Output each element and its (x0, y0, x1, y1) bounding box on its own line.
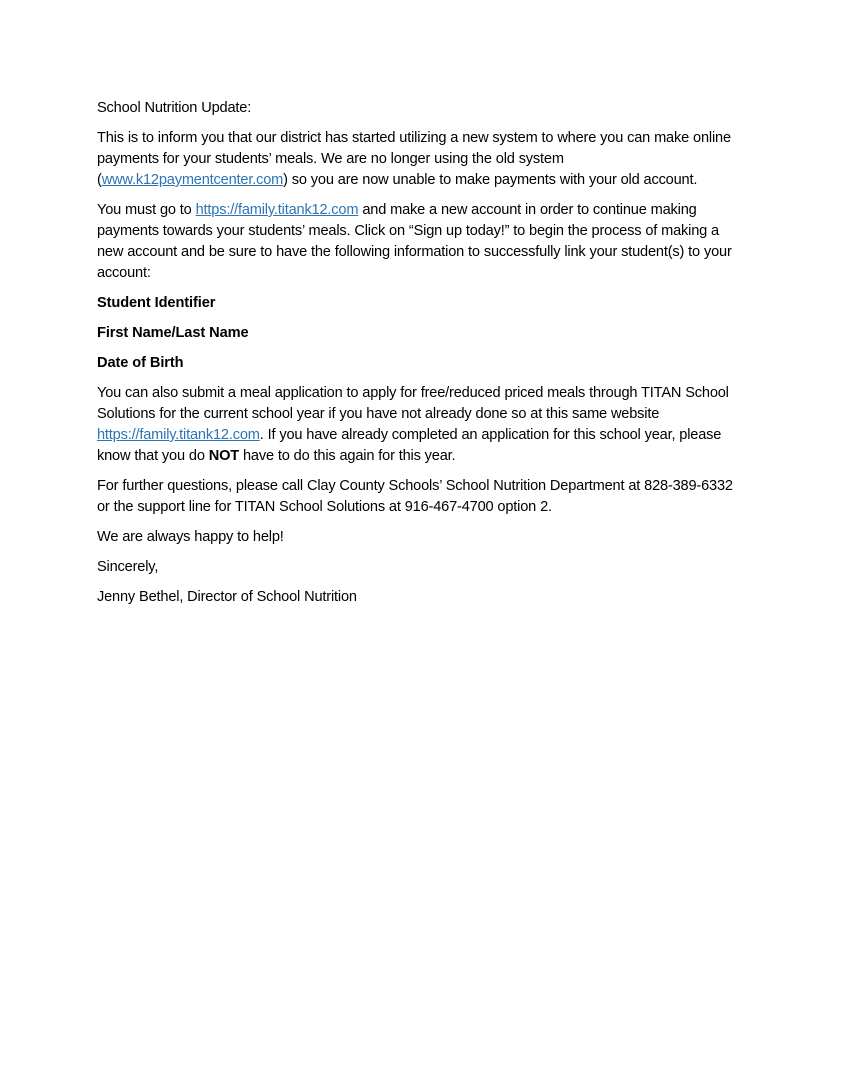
paragraph-new-account (97, 200, 739, 284)
paragraph-2-text-after-link: and make a new account in order to continue making payments towards your students’ meals. Click on “Sign up today!” to begin the process of making a new account and be sure to have the following information to successfully link your student(s) to your account: (97, 202, 732, 281)
link-family-titank12-second[interactable]: https://family.titank12.com (97, 427, 260, 443)
paragraph-contact-info: For further questions, please call Clay County Schools’ School Nutrition Department at 828-389-6332 or the support line for TITAN School Solutions at 916-467-4700 option 2. (97, 478, 733, 515)
requirement-student-identifier: Student Identifier (97, 295, 216, 311)
paragraph-online-payments (97, 128, 739, 191)
paragraph-1-text-before-link: This is to inform you that our district has started utilizing a new system to where you can make online payments for your students’ meals. We are no longer using the old system ( (97, 130, 731, 188)
paragraph-1-text-after-link: ) so you are now unable to make payments with your old account. (283, 172, 698, 188)
paragraph-3-text-before-link: You can also submit a meal application to apply for free/reduced priced meals through TITAN School Solutions for the current school year if you have not already done so at this same website (97, 385, 729, 422)
link-family-titank12-first[interactable]: https://family.titank12.com (195, 202, 359, 218)
paragraph-3-emphasis-not: NOT (208, 448, 239, 464)
closing-line: We are always happy to help! (97, 529, 284, 545)
requirement-first-last-name: First Name/Last Name (97, 325, 249, 341)
link-k12paymentcenter[interactable]: www.k12paymentcenter.com (101, 172, 284, 188)
valediction: Sincerely, (97, 559, 159, 575)
paragraph-3-text-after: have to do this again for this year. (239, 448, 456, 464)
document-body (97, 98, 739, 617)
requirement-date-of-birth: Date of Birth (97, 355, 184, 371)
document-heading: School Nutrition Update: (97, 100, 252, 116)
signature-line: Jenny Bethel, Director of School Nutrition (97, 589, 357, 605)
paragraph-3-text-middle: . If you have already completed an application for this school year, please know that you do (97, 427, 722, 464)
paragraph-2-text-before-link: You must go to (97, 202, 196, 218)
paragraph-meal-application (97, 383, 739, 467)
